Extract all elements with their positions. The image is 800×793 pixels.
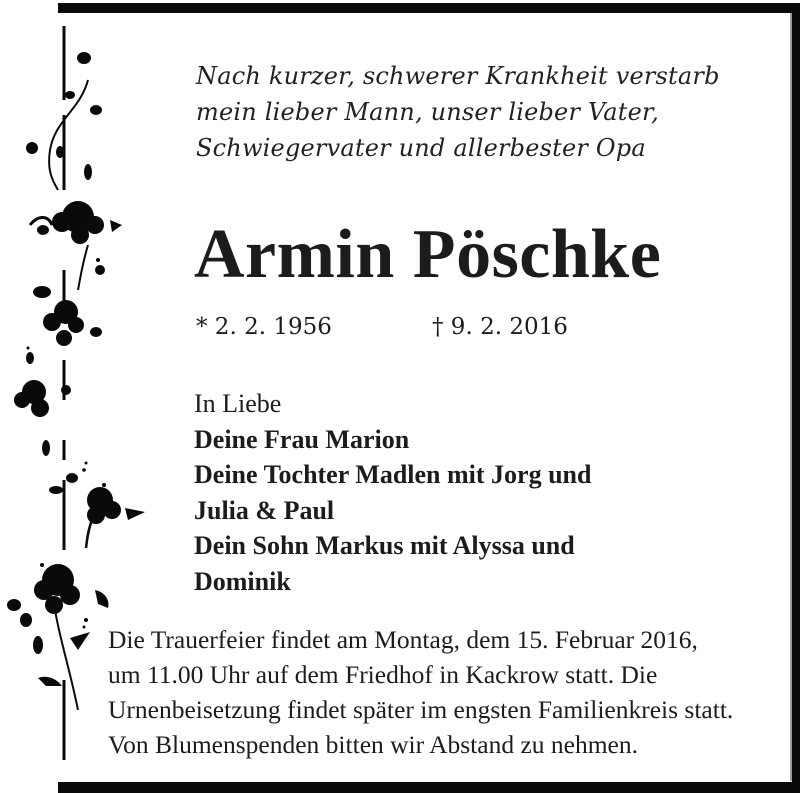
details-line: um 11.00 Uhr auf dem Friedhof in Kackrow statt. Die (108, 660, 658, 689)
intro-line: Nach kurzer, schwerer Krankheit verstarb (196, 62, 720, 90)
death-date: † 9. 2. 2016 (432, 314, 568, 340)
details-line: Von Blumenspenden bitten wir Abstand zu nehmen. (108, 730, 638, 759)
birth-date: * 2. 2. 1956 (196, 314, 332, 340)
border-right (792, 3, 800, 793)
mourners-greeting: In Liebe (194, 389, 282, 418)
intro-line: mein lieber Mann, unser lieber Vater, (196, 98, 659, 126)
border-top (58, 3, 800, 13)
intro-line: Schwiegervater und allerbester Opa (196, 134, 646, 162)
mourner-line: Dein Sohn Markus mit Alyssa und (194, 531, 575, 560)
intro-text (196, 58, 720, 166)
border-bottom (58, 782, 800, 793)
funeral-details (108, 622, 733, 762)
mourner-line: Deine Frau Marion (194, 424, 410, 454)
mourners-list (194, 386, 591, 599)
mourner-line: Deine Tochter Madlen mit Jorg und (194, 460, 592, 489)
deceased-name: Armin Pöschke (194, 216, 662, 293)
mourner-line: Julia & Paul (194, 495, 335, 525)
details-line: Urnenbeisetzung findet später im engsten Familienkreis statt. (108, 695, 734, 724)
mourner-line: Dominik (194, 566, 291, 596)
details-line: Die Trauerfeier findet am Montag, dem 15. Februar 2016, (108, 625, 698, 654)
